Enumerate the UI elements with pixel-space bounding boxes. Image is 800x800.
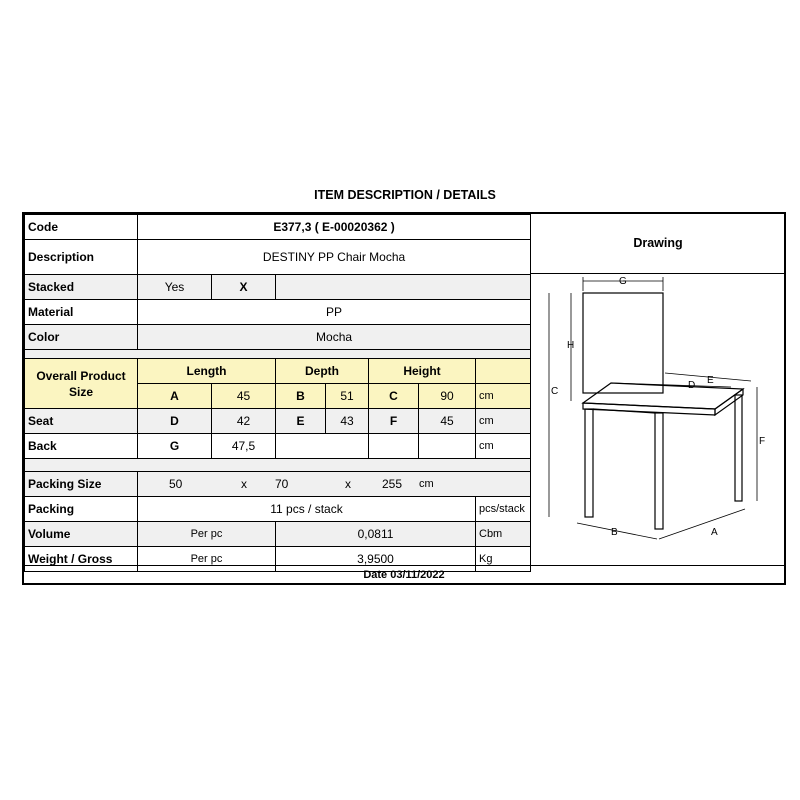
pack-x2: x [345, 477, 351, 491]
description-label: Description [25, 240, 138, 275]
dim-a-label: A [711, 527, 718, 538]
chair-seat-side [715, 389, 743, 415]
c-value: 90 [419, 384, 476, 409]
material-label: Material [25, 300, 138, 325]
weight-value: 3,9500 [276, 547, 476, 572]
overall-unit: cm [476, 384, 531, 409]
e-value: 43 [326, 409, 369, 434]
pack-unit: cm [419, 478, 434, 490]
dim-d-label: D [688, 380, 696, 391]
height-header: Height [369, 359, 476, 384]
back-row [25, 434, 531, 459]
back-label: Back [25, 434, 138, 459]
d-label: D [138, 409, 212, 434]
volume-row [25, 522, 531, 547]
description-row [25, 240, 531, 275]
packing-size-row [25, 472, 531, 497]
pack-w: 50 [169, 477, 183, 491]
description-value: DESTINY PP Chair Mocha [138, 240, 531, 275]
dim-e-label: E [707, 375, 714, 386]
spacer-row-2 [25, 459, 531, 472]
e-label: E [276, 409, 326, 434]
volume-unit: Cbm [476, 522, 531, 547]
color-row [25, 325, 531, 350]
stacked-row [25, 275, 531, 300]
packing-row [25, 497, 531, 522]
spacer-row [25, 350, 531, 359]
a-label: A [138, 384, 212, 409]
overall-label: Overall Product Size [25, 359, 138, 409]
stacked-mark: X [212, 275, 276, 300]
weight-unit: Kg [476, 547, 531, 572]
code-value: E377,3 ( E-00020362 ) [138, 215, 531, 240]
chair-leg-back-right [735, 395, 742, 501]
dim-h-label: H [567, 340, 575, 351]
dim-c-label: C [551, 386, 559, 397]
depth-header: Depth [276, 359, 369, 384]
chair-drawing [531, 273, 785, 565]
packing-value: 11 pcs / stack [138, 497, 476, 522]
packing-label: Packing [25, 497, 138, 522]
stacked-label: Stacked [25, 275, 138, 300]
dim-b-label: B [611, 527, 618, 538]
drawing-panel [530, 214, 785, 565]
seat-unit: cm [476, 409, 531, 434]
material-value: PP [138, 300, 531, 325]
stacked-yes: Yes [138, 275, 212, 300]
chair-leg-front-right [655, 413, 663, 529]
volume-per: Per pc [138, 522, 276, 547]
seat-label: Seat [25, 409, 138, 434]
chair-leg-front-left [585, 409, 593, 517]
b-value: 51 [326, 384, 369, 409]
dim-f-label: F [759, 436, 766, 447]
code-label: Code [25, 215, 138, 240]
pack-d: 70 [275, 477, 289, 491]
details-table [24, 214, 531, 572]
packing-size-label: Packing Size [25, 472, 138, 497]
pack-h: 255 [382, 477, 403, 491]
stacked-empty [276, 275, 531, 300]
back-unit: cm [476, 434, 531, 459]
b-label: B [276, 384, 326, 409]
pack-x1: x [241, 477, 247, 491]
length-header: Length [138, 359, 276, 384]
code-row [25, 215, 531, 240]
material-row [25, 300, 531, 325]
a-value: 45 [212, 384, 276, 409]
seat-row [25, 409, 531, 434]
color-value: Mocha [138, 325, 531, 350]
chair-backrest [583, 293, 663, 393]
item-details-sheet [22, 212, 786, 585]
color-label: Color [25, 325, 138, 350]
g-label: G [138, 434, 212, 459]
g-value: 47,5 [212, 434, 276, 459]
f-value: 45 [419, 409, 476, 434]
header-empty [476, 359, 531, 384]
weight-per: Per pc [138, 547, 276, 572]
weight-label: Weight / Gross [25, 547, 138, 572]
volume-value: 0,0811 [276, 522, 476, 547]
dim-g-label: G [619, 276, 627, 287]
d-value: 42 [212, 409, 276, 434]
date-footer: Date 03/11/2022 [24, 565, 784, 584]
overall-header-row [25, 359, 531, 384]
volume-label: Volume [25, 522, 138, 547]
page-title: ITEM DESCRIPTION / DETAILS [314, 188, 496, 202]
f-label: F [369, 409, 419, 434]
dim-a-line [659, 509, 745, 539]
drawing-title: Drawing [531, 214, 785, 274]
c-label: C [369, 384, 419, 409]
packing-unit: pcs/stack [476, 497, 531, 522]
